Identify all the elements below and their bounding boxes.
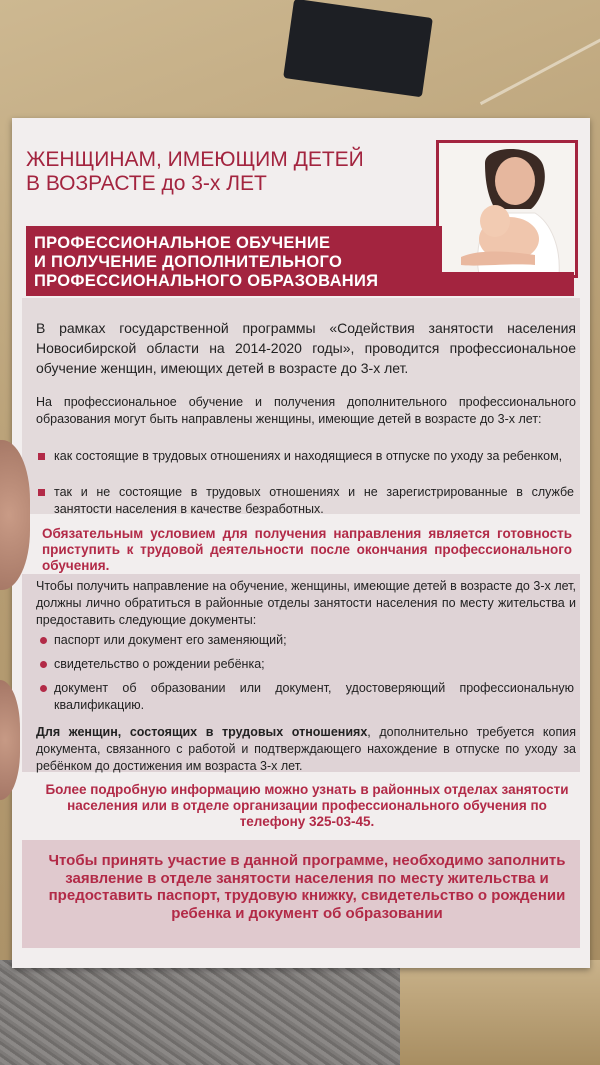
eligibility-item-text: так и не состоящие в трудовых отношениях и не зарегистрированные в службе занятости населения в качестве безработных. xyxy=(54,485,574,516)
leaflet xyxy=(12,118,590,968)
document-item-text: свидетельство о рождении ребёнка; xyxy=(54,657,265,671)
eligibility-intro: На профессиональное обучение и получения дополнительного профессионального образования могут быть направлены женщины, имеющие детей в возрасте до 3-х лет: xyxy=(36,395,576,426)
square-bullet-icon xyxy=(38,489,45,496)
document-item xyxy=(54,656,574,673)
round-bullet-icon xyxy=(40,637,47,644)
document-item-text: документ об образовании или документ, удостоверяющий профессиональную квалификацию. xyxy=(54,681,574,712)
mother-and-child-photo xyxy=(436,140,578,278)
intro-paragraph: В рамках государственной программы «Содействия занятости населения Новосибирской области на 2014-2020 годы», проводится профессиональное обучение женщин, имеющих детей в возрасте до 3-х лет. xyxy=(36,320,576,376)
document-item xyxy=(54,632,574,649)
square-bullet-icon xyxy=(38,453,45,460)
banner-text xyxy=(34,234,434,291)
title-line-2: В ВОЗРАСТЕ до 3-х ЛЕТ xyxy=(26,172,267,195)
employed-note-bold: Для женщин, состоящих в трудовых отношениях xyxy=(36,725,368,739)
document-item-text: паспорт или документ его заменяющий; xyxy=(54,633,287,647)
mandatory-condition: Обязательным условием для получения направления является готовность приступить к трудовой деятельности после окончания профессионального обучения. xyxy=(42,526,572,573)
call-to-action: Чтобы принять участие в данной программе, необходимо заполнить заявление в отделе занятости населения по месту жительства и предоставить паспорт, трудовую книжку, свидетельство о рождении ребенка и документ об образовании xyxy=(48,852,566,922)
round-bullet-icon xyxy=(40,685,47,692)
employed-women-note xyxy=(36,724,576,775)
title-line-1: ЖЕНЩИНАМ, ИМЕЮЩИМ ДЕТЕЙ xyxy=(26,148,364,171)
banner-line-2: И ПОЛУЧЕНИЕ ДОПОЛНИТЕЛЬНОГО xyxy=(34,253,343,271)
eligibility-item xyxy=(54,484,574,518)
documents-intro: Чтобы получить направление на обучение, женщины, имеющие детей в возрасте до 3-х лет, должны лично обратиться в районные отделы занятости населения по месту жительства и предоставить следующие документы: xyxy=(36,579,576,627)
eligibility-item xyxy=(54,448,574,465)
leaflet-title xyxy=(26,148,426,196)
banner-line-3: ПРОФЕССИОНАЛЬНОГО ОБРАЗОВАНИЯ xyxy=(34,272,379,290)
banner-tail xyxy=(442,272,574,296)
floor xyxy=(400,960,600,1065)
employed-note-rest: , дополнительно требуется копия документа, связанного с работой и подтверждающего нахождение в отпуске по уходу за ребёнком до достижения им возраста 3-х лет. xyxy=(36,725,576,773)
more-info: Более подробную информацию можно узнать в районных отделах занятости населения или в отделе организации профессионального обучения по телефону 325-03-45. xyxy=(45,782,569,829)
eligibility-item-text: как состоящие в трудовых отношениях и находящиеся в отпуске по уходу за ребенком, xyxy=(54,449,563,463)
document-item xyxy=(54,680,574,714)
banner-line-1: ПРОФЕССИОНАЛЬНОЕ ОБУЧЕНИЕ xyxy=(34,234,331,252)
round-bullet-icon xyxy=(40,661,47,668)
